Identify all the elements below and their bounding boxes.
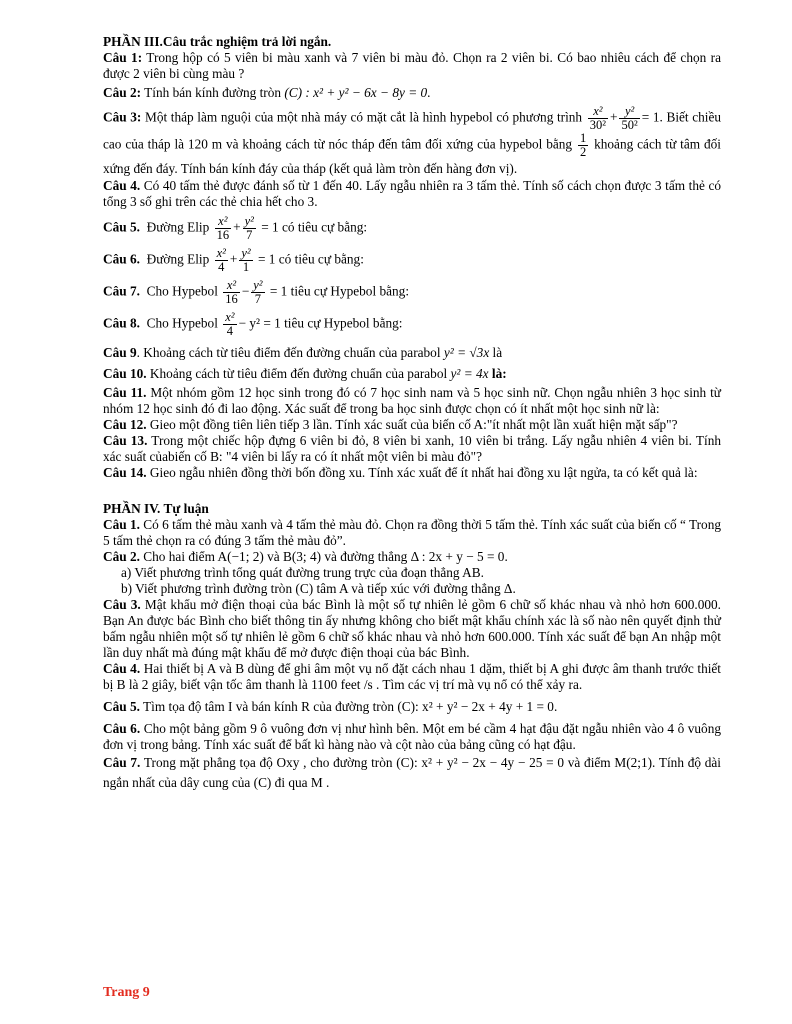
- fraction-half: $\frac{1}{2}$: [579, 131, 587, 159]
- section-3-title: PHẦN III.Câu trắc nghiệm trả lời ngắn.: [103, 34, 332, 49]
- fraction: $\frac{\text{y²}}{7}$: [253, 278, 263, 306]
- question-9: Câu 9. Khoảng cách từ tiêu điểm đến đường chuẩn của parabol y² = √3x là: [103, 345, 503, 360]
- question-14: Câu 14. Gieo ngẫu nhiên đồng thời bốn đồng xu. Tính xác xuất để ít nhất hai đồng xu lật ngửa, ta có kết quả là:: [103, 465, 698, 480]
- essay-question-6: Câu 6. Cho một bảng gồm 9 ô vuông đơn vị như hình bên. Một em bé cầm 4 hạt đậu đặt ngẫu nhiên vào 4 ô vuông đơn vị trong bảng. Tính xác suất để bất kì hàng nào và cột nào của bảng cũng có hạt đậu.: [103, 721, 722, 752]
- page-number: Trang 9: [103, 985, 150, 1000]
- question-7: Câu 7. Cho Hypebol $\frac{\text{x²}}{16}$ − $\frac{\text{y²}}{7}$ = 1 tiêu cự Hypebol bằng:: [103, 278, 410, 306]
- essay-question-7: Câu 7. Trong mặt phẳng tọa độ Oxy , cho đường tròn (C): x² + y² − 2x − 4y − 25 = 0 và điểm M(2;1). Tính độ dài ngắn nhất của dây cung của (C) đi qua M .: [103, 755, 721, 790]
- question-3: Câu 3: Một tháp làm nguội của một nhà máy có mặt cắt là hình hypebol có phương trình $\frac{\text{x²}}{\text{30²}}$ + $\frac{\text{y²}}{\text{50²}}$ = 1. Biết chiều cao của tháp là 120 m và khoảng cách từ nóc tháp đến tâm đối xứng của hypebol bằng $\frac{1}{2}$ khoảng cách từ tâm đối xứng đến đáy. Tính bán kính đáy của tháp (kết quả làm tròn đến hàng đơn vị).: [103, 104, 722, 176]
- question-10: Câu 10. Khoảng cách từ tiêu điểm đến đường chuẩn của parabol y² = 4x là:: [103, 366, 507, 381]
- fraction: $\frac{\text{y²}}{\text{50²}}$: [621, 104, 638, 132]
- fraction: $\frac{\text{y²}}{1}$: [241, 246, 251, 274]
- fraction: $\frac{\text{x²}}{16}$: [225, 278, 238, 306]
- page-content: [103, 34, 721, 793]
- question-5: Câu 5. Đường Elip $\frac{\text{x²}}{16}$ + $\frac{\text{y²}}{7}$ = 1 có tiêu cự bằng:: [103, 214, 368, 242]
- essay-question-2b: b) Viết phương trình đường tròn (C) tâm A và tiếp xúc với đường thẳng Δ.: [121, 581, 516, 596]
- question-6: Câu 6. Đường Elip $\frac{\text{x²}}{4}$ + $\frac{\text{y²}}{1}$ = 1 có tiêu cự bằng:: [103, 246, 364, 274]
- question-11: Câu 11. Một nhóm gồm 12 học sinh trong đó có 7 học sinh nam và 5 học sinh nữ. Chọn ngẫu nhiên 3 học sinh từ nhóm 12 học sinh đó đi lao động. Xác suất để trong ba học sinh được chọn có ít nhất một học sinh nữ là:: [103, 385, 722, 416]
- fraction: $\frac{\text{x²}}{16}$: [216, 214, 230, 242]
- fraction: $\frac{\text{y²}}{7}$: [244, 214, 254, 242]
- fraction: $\frac{\text{x²}}{4}$: [216, 246, 226, 274]
- section-4-title: PHẦN IV. Tự luận: [103, 501, 209, 516]
- question-12: Câu 12. Gieo một đồng tiên liên tiếp 3 lần. Tính xác suất của biến cố A:"ít nhất một lần xuất hiện mặt sấp"?: [103, 417, 678, 432]
- fraction: $\frac{\text{x²}}{4}$: [225, 310, 235, 338]
- essay-question-4: Câu 4. Hai thiết bị A và B dùng để ghi âm một vụ nổ đặt cách nhau 1 dặm, thiết bị A ghi được âm thanh trước thiết bị B là 2 giây, biết vận tốc âm thanh là 1100 feet /s . Tìm các vị trí mà vụ nổ có thể xảy ra.: [103, 661, 722, 692]
- essay-question-5: Câu 5. Tìm tọa độ tâm I và bán kính R của đường tròn (C): x² + y² − 2x + 4y + 1 = 0.: [103, 699, 558, 714]
- question-8: Câu 8. Cho Hypebol $\frac{\text{x²}}{4}$ − y² = 1 tiêu cự Hypebol bằng:: [103, 310, 403, 338]
- fraction: $\frac{\text{x²}}{\text{30²}}$: [589, 104, 606, 132]
- essay-question-2a: a) Viết phương trình tổng quát đường trung trực của đoạn thẳng AB.: [121, 565, 484, 580]
- essay-question-3: Câu 3. Mật khẩu mở điện thoại của bác Bình là một số tự nhiên lẻ gồm 6 chữ số khác nhau và nhỏ hơn 600.000. Bạn An được bác Bình cho biết thông tin ấy nhưng không cho biết mật khẩu chính xác là số nào nên quyết định thử bấm ngẫu nhiên một số tự nhiên lẻ gồm 6 chữ số khác nhau và nhỏ hơn 600.000. Tính xác suất để bạn An nhập một lần duy nhất mà đúng mật khẩu để mở được điện thoại của bác Bình.: [103, 597, 721, 660]
- question-13: Câu 13. Trong một chiếc hộp đựng 6 viên bi đỏ, 8 viên bi xanh, 10 viên bi trắng. Lấy ngẫu nhiên 4 viên bi. Tính xác suất củabiến cố B: "4 viên bi lấy ra có ít nhất một viên bi màu đỏ"?: [103, 433, 721, 464]
- essay-question-1: Câu 1. Có 6 tấm thẻ màu xanh và 4 tấm thẻ màu đỏ. Chọn ra đồng thời 5 tấm thẻ. Tính xác suất của biến cố “ Trong 5 tấm thẻ chọn ra có đúng 3 tấm thẻ màu đỏ”.: [103, 517, 721, 548]
- question-2: Câu 2: Tính bán kính đường tròn (C) : x² + y² − 6x − 8y = 0.: [103, 85, 431, 100]
- essay-question-2: Câu 2. Cho hai điểm A(−1; 2) và B(3; 4) và đường thẳng Δ : 2x + y − 5 = 0.: [103, 549, 508, 564]
- question-4: Câu 4. Có 40 tấm thẻ được đánh số từ 1 đến 40. Lấy ngẫu nhiên ra 3 tấm thẻ. Tính số cách chọn được 3 tấm thẻ có tổng 3 số ghi trên các thẻ chia hết cho 3.: [103, 178, 721, 209]
- question-1: Câu 1: Trong hộp có 5 viên bi màu xanh và 7 viên bi màu đỏ. Chọn ra 2 viên bi. Có bao nhiêu cách để chọn ra được 2 viên bi cùng màu ?: [103, 50, 721, 81]
